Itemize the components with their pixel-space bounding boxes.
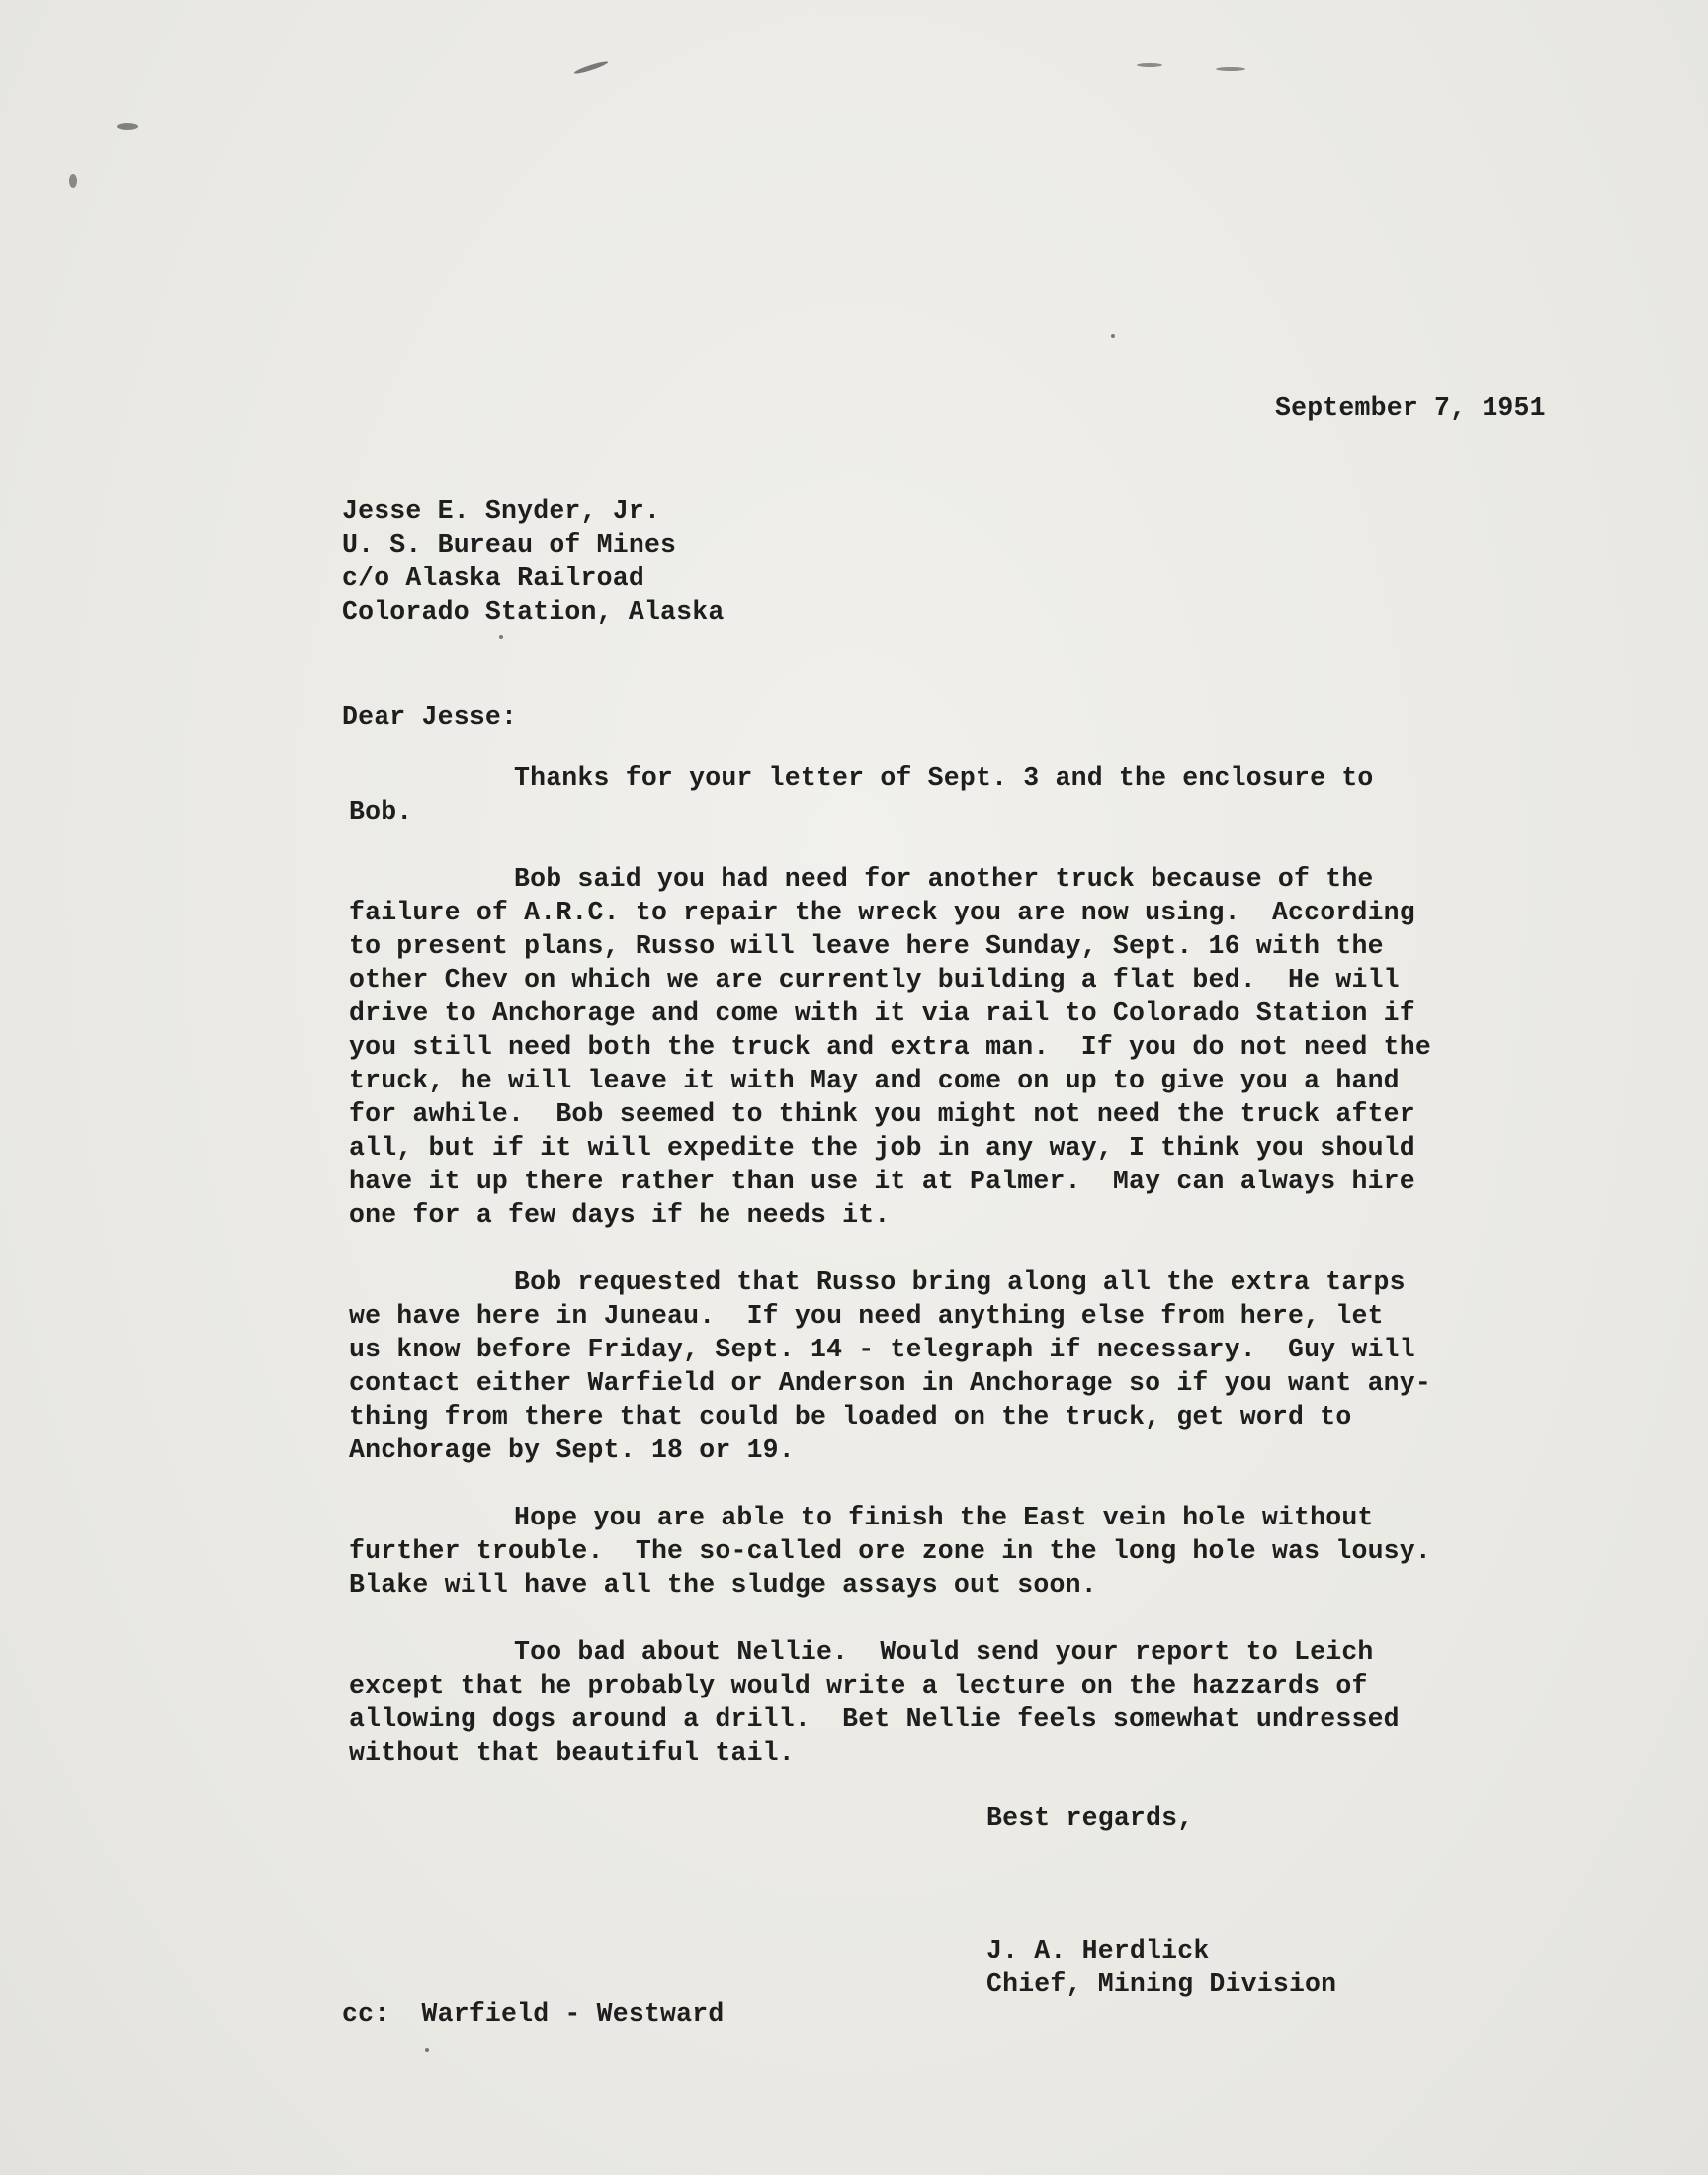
scan-speck: [117, 123, 138, 130]
letter-date: September 7, 1951: [1275, 393, 1546, 423]
body-line: further trouble. The so-called ore zone in the long hole was lousy.: [349, 1536, 1431, 1566]
recipient-name: Jesse E. Snyder, Jr.: [342, 496, 661, 526]
cc-line: cc: Warfield - Westward: [342, 1999, 725, 2029]
body-line: contact either Warfield or Anderson in Anchorage so if you want any-: [349, 1368, 1431, 1398]
body-line: to present plans, Russo will leave here Sunday, Sept. 16 with the: [349, 931, 1384, 961]
body-line: one for a few days if he needs it.: [349, 1200, 891, 1230]
scan-speck: [1111, 334, 1115, 338]
body-line: Blake will have all the sludge assays out soon.: [349, 1570, 1097, 1600]
scan-speck: [1216, 67, 1245, 71]
closing: Best regards,: [986, 1803, 1194, 1833]
body-line: failure of A.R.C. to repair the wreck you are now using. According: [349, 898, 1415, 927]
scan-speck: [573, 60, 609, 76]
body-line: we have here in Juneau. If you need anything else from here, let: [349, 1301, 1384, 1331]
body-line: Bob said you had need for another truck because of the: [514, 864, 1374, 894]
body-line: us know before Friday, Sept. 14 - telegraph if necessary. Guy will: [349, 1335, 1415, 1364]
body-line: drive to Anchorage and come with it via rail to Colorado Station if: [349, 999, 1415, 1028]
recipient-org: U. S. Bureau of Mines: [342, 530, 677, 560]
body-line: Bob.: [349, 797, 413, 826]
scan-speck: [69, 174, 77, 188]
body-line: Too bad about Nellie. Would send your report to Leich: [514, 1637, 1374, 1667]
body-line: without that beautiful tail.: [349, 1738, 795, 1768]
body-line: thing from there that could be loaded on the truck, get word to: [349, 1402, 1352, 1432]
salutation: Dear Jesse:: [342, 702, 518, 732]
body-line: you still need both the truck and extra man. If you do not need the: [349, 1032, 1431, 1062]
signer-title: Chief, Mining Division: [986, 1969, 1337, 1999]
body-line: Bob requested that Russo bring along all the extra tarps: [514, 1267, 1406, 1297]
body-line: Anchorage by Sept. 18 or 19.: [349, 1436, 795, 1465]
body-line: allowing dogs around a drill. Bet Nellie feels somewhat undressed: [349, 1704, 1400, 1734]
body-line: other Chev on which we are currently building a flat bed. He will: [349, 965, 1400, 995]
recipient-care-of: c/o Alaska Railroad: [342, 564, 644, 593]
body-line: except that he probably would write a lecture on the hazzards of: [349, 1671, 1368, 1700]
body-line: for awhile. Bob seemed to think you might not need the truck after: [349, 1099, 1415, 1129]
signer-name: J. A. Herdlick: [986, 1936, 1210, 1965]
scan-speck: [499, 635, 503, 639]
body-line: Thanks for your letter of Sept. 3 and the enclosure to: [514, 763, 1374, 793]
recipient-location: Colorado Station, Alaska: [342, 597, 725, 627]
body-line: all, but if it will expedite the job in any way, I think you should: [349, 1133, 1415, 1163]
body-line: truck, he will leave it with May and come on up to give you a hand: [349, 1066, 1400, 1095]
scan-speck: [425, 2048, 429, 2052]
body-line: Hope you are able to finish the East vein hole without: [514, 1503, 1374, 1532]
scan-speck: [1137, 63, 1162, 67]
body-line: have it up there rather than use it at Palmer. May can always hire: [349, 1167, 1415, 1196]
